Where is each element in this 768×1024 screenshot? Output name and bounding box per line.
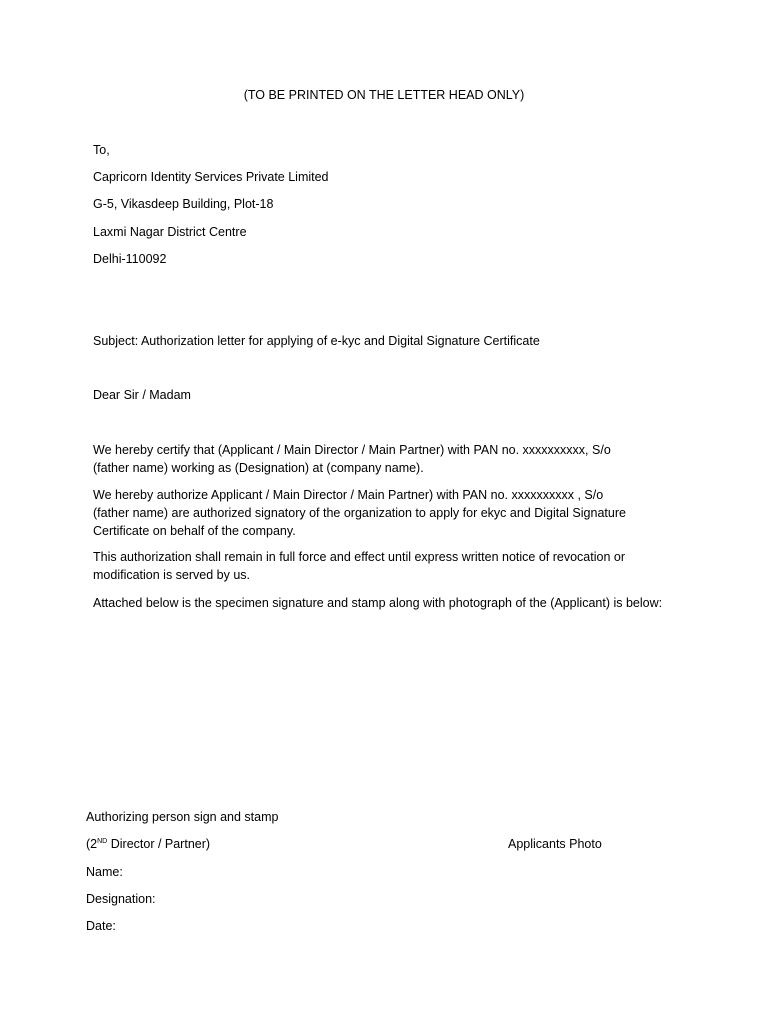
address-line-city: Delhi-110092	[93, 252, 167, 266]
date-label: Date:	[86, 919, 116, 933]
header-note: (TO BE PRINTED ON THE LETTER HEAD ONLY)	[243, 88, 525, 102]
designation-label: Designation:	[86, 892, 156, 906]
paragraph-authorize: We hereby authorize Applicant / Main Director / Main Partner) with PAN no. xxxxxxxxxx , S/o (father name) are authorized signatory of the organization to apply for ekyc and Digital Signature Certificate on behalf of the company.	[93, 488, 626, 538]
director-partner-label	[86, 835, 210, 853]
applicants-photo-label: Applicants Photo	[508, 837, 602, 851]
director-suffix: Director / Partner)	[107, 837, 211, 851]
name-label: Name:	[86, 865, 123, 879]
authorizing-sign-label: Authorizing person sign and stamp	[86, 810, 279, 824]
recipient-to: To,	[93, 143, 110, 157]
paragraph-validity: This authorization shall remain in full force and effect until express written notice of revocation or modification is served by us.	[93, 550, 625, 582]
address-line-company: Capricorn Identity Services Private Limited	[93, 170, 329, 184]
paragraph-attachment: Attached below is the specimen signature and stamp along with photograph of the (Applicant) is below:	[93, 596, 663, 610]
address-line-area: Laxmi Nagar District Centre	[93, 225, 247, 239]
paragraph-certify: We hereby certify that (Applicant / Main Director / Main Partner) with PAN no. xxxxxxxxxx, S/o (father name) working as (Designation) at (company name).	[93, 443, 611, 475]
subject-line: Subject: Authorization letter for applying of e-kyc and Digital Signature Certificate	[93, 334, 540, 348]
salutation: Dear Sir / Madam	[93, 388, 191, 402]
address-line-building: G-5, Vikasdeep Building, Plot-18	[93, 197, 274, 211]
director-prefix: (2	[86, 837, 98, 851]
director-ordinal-sup: ND	[97, 837, 108, 845]
